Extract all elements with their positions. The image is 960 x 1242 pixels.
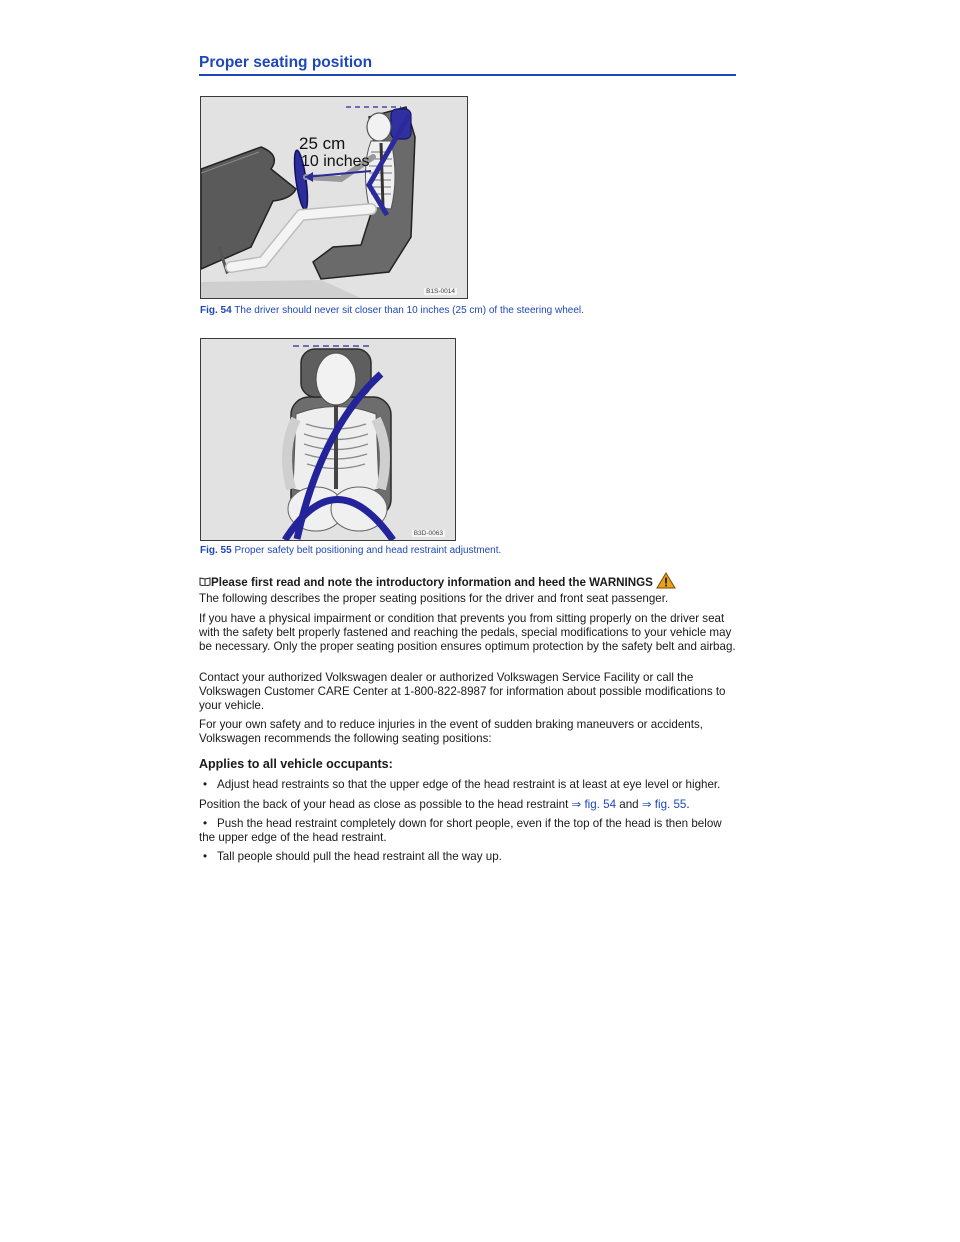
paragraph-2: If you have a physical impairment or condition that prevents you from sitting properly on the driver seat with the safety belt properly fastened and reaching the pedals, special modifications to your vehicle may be necessary. Only the proper seating position ensures optimum protection by the safety belt and airbag. — [199, 612, 736, 653]
bullet-icon: • — [203, 850, 208, 863]
open-book-icon — [199, 576, 211, 590]
figure-54-caption — [200, 305, 584, 316]
list-item-text: Push the head restraint completely down for short people, even if the top of the head is then below the upper edge of the head restraint. — [199, 817, 722, 844]
list-item — [199, 778, 736, 792]
position-text-before: Position the back of your head as close as possible to the head restraint — [199, 798, 572, 811]
list-item-text: Adjust head restraints so that the upper edge of the head restraint is at least at eye level or higher. — [217, 778, 721, 791]
caption-text: The driver should never sit closer than 10 inches (25 cm) of the steering wheel. — [231, 305, 584, 316]
paragraph-1: The following describes the proper seating positions for the driver and front seat passenger. — [199, 592, 669, 605]
bullet-icon: • — [203, 817, 208, 830]
caption-text: Proper safety belt positioning and head restraint adjustment. — [231, 545, 502, 556]
position-paragraph — [199, 798, 736, 812]
link-fig-55[interactable]: ⇒ fig. 55 — [641, 798, 687, 811]
position-text-middle: and — [616, 798, 642, 811]
list-item — [199, 817, 736, 845]
intro-text: Please first read and note the introductory information and heed the WARNINGS — [211, 576, 653, 589]
bullet-icon: • — [203, 778, 208, 791]
subheading: Applies to all vehicle occupants: — [199, 757, 393, 771]
figure-code: B3D-0063 — [413, 530, 443, 537]
figure-55-belt-positioning — [200, 338, 456, 541]
position-text-after: . — [686, 798, 690, 811]
list-item — [199, 850, 736, 864]
caption-label: Fig. 55 — [200, 545, 232, 556]
caption-label: Fig. 54 — [200, 305, 232, 316]
belt-positioning-illustration — [201, 339, 455, 540]
warning-triangle-icon[interactable] — [656, 572, 676, 593]
distance-label-inches: 10 inches — [301, 153, 370, 170]
intro-notice — [199, 572, 736, 593]
figure-55-caption — [200, 545, 501, 556]
paragraph-4: For your own safety and to reduce injuries in the event of sudden braking maneuvers or accidents, Volkswagen recommends the following seating positions: — [199, 718, 703, 745]
section-title: Proper seating position — [199, 54, 736, 76]
figure-code: B1S-0014 — [426, 288, 455, 295]
figure-54-driver-seating — [200, 96, 468, 299]
driver-seating-illustration — [201, 97, 467, 298]
paragraph-3: Contact your authorized Volkswagen dealer or authorized Volkswagen Service Facility or call the Volkswagen Customer CARE Center at 1-800-822-8987 for information about possible modifications to your vehicle. — [199, 671, 726, 712]
list-item-text: Tall people should pull the head restraint all the way up. — [217, 850, 502, 863]
link-fig-54[interactable]: ⇒ fig. 54 — [571, 798, 617, 811]
distance-label-cm: 25 cm — [299, 134, 346, 153]
